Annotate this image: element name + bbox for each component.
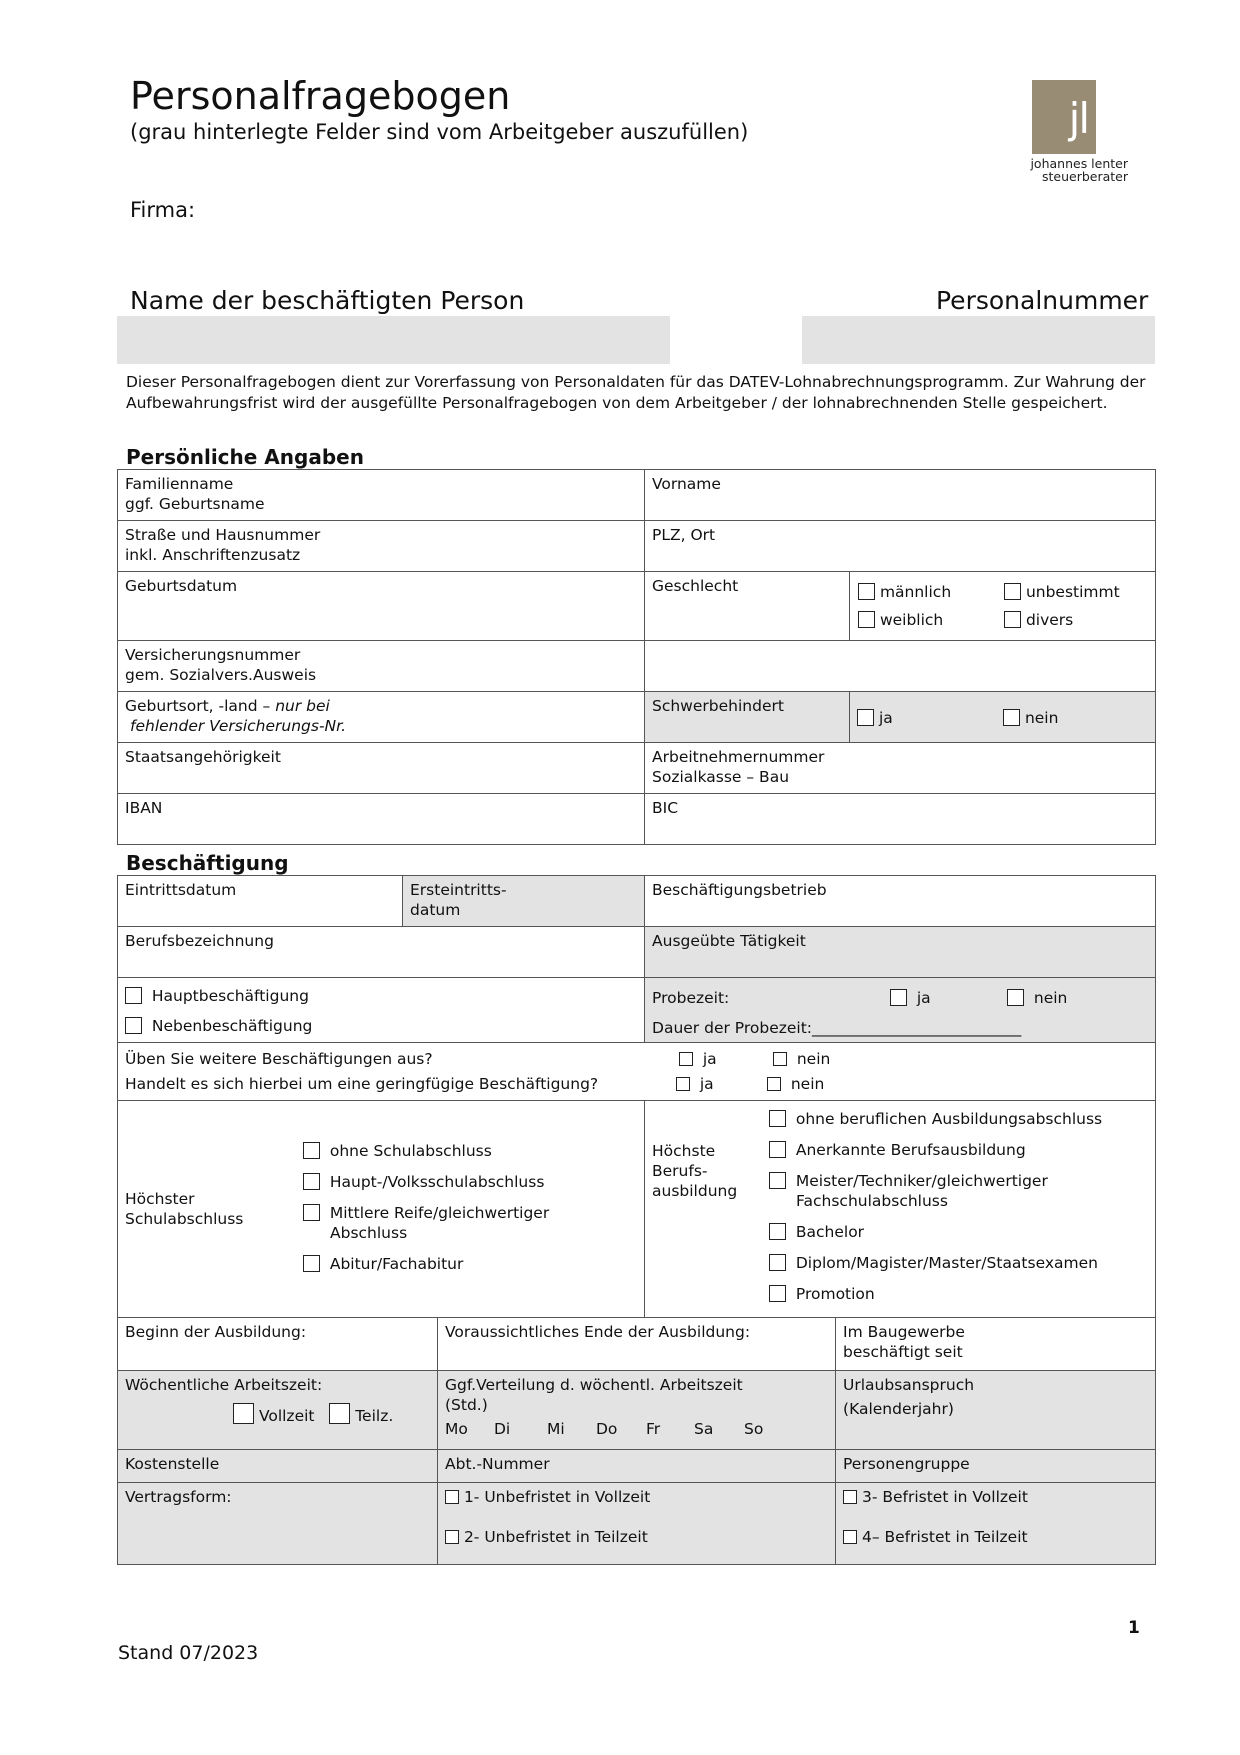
weitere-beschaeftigung-cell bbox=[118, 1043, 1156, 1101]
vertrag-3-checkbox[interactable] bbox=[843, 1490, 857, 1504]
beruf-promotion-checkbox[interactable] bbox=[769, 1285, 786, 1302]
tag-di[interactable]: Di bbox=[494, 1420, 511, 1438]
weiblich-checkbox[interactable] bbox=[858, 611, 875, 628]
taetigkeit-label: Ausgeübte Tätigkeit bbox=[652, 932, 806, 950]
personalnummer-label: Personalnummer bbox=[936, 286, 1149, 315]
company-logo: jl bbox=[1032, 80, 1096, 154]
haupt-label: Hauptbeschäftigung bbox=[151, 987, 309, 1005]
iban-label: IBAN bbox=[125, 799, 163, 817]
arbeitnehmernummer-field[interactable] bbox=[645, 743, 1156, 794]
name-label: Name der beschäftigten Person bbox=[130, 286, 525, 315]
beruf-option: Bachelor bbox=[795, 1223, 865, 1241]
vertragsform-label: Vertragsform: bbox=[125, 1488, 232, 1506]
tag-mo[interactable]: Mo bbox=[445, 1420, 468, 1438]
vertrag-4-label: 4– Befristet in Teilzeit bbox=[861, 1528, 1028, 1546]
geringfuegig-ja-label: ja bbox=[699, 1075, 714, 1093]
staatsangehoerigkeit-field[interactable] bbox=[118, 743, 645, 794]
beruf-option: Anerkannte Berufsausbildung bbox=[795, 1141, 1026, 1159]
ende-ausbildung-field[interactable] bbox=[438, 1318, 836, 1371]
abt-label: Abt.-Nummer bbox=[445, 1455, 550, 1473]
stand-date: Stand 07/2023 bbox=[118, 1642, 259, 1664]
geringfuegig-nein-label: nein bbox=[790, 1075, 825, 1093]
baugewerbe-label-1: Im Baugewerbe bbox=[843, 1323, 965, 1341]
familienname-field[interactable] bbox=[118, 470, 645, 521]
geringfuegig-label: Handelt es sich hierbei um eine geringfügige Beschäftigung? bbox=[125, 1075, 599, 1093]
berufsbezeichnung-label: Berufsbezeichnung bbox=[125, 932, 274, 950]
versicherungsnummer-value[interactable] bbox=[645, 641, 1156, 692]
vollzeit-label: Vollzeit bbox=[258, 1407, 315, 1425]
beruf-diplom-checkbox[interactable] bbox=[769, 1254, 786, 1271]
probezeit-cell bbox=[645, 978, 1156, 1043]
logo-text bbox=[1000, 157, 1128, 183]
vertrag-1-checkbox[interactable] bbox=[445, 1490, 459, 1504]
berufsausbildung-label bbox=[652, 1141, 737, 1201]
geringfuegig-nein-checkbox[interactable] bbox=[767, 1077, 781, 1091]
bic-label: BIC bbox=[652, 799, 679, 817]
beginn-ausbildung-field[interactable] bbox=[118, 1318, 438, 1371]
page-subtitle: (grau hinterlegte Felder sind vom Arbeitgeber auszufüllen) bbox=[130, 120, 749, 144]
geburtsdatum-label: Geburtsdatum bbox=[125, 577, 238, 595]
betrieb-field[interactable] bbox=[645, 876, 1156, 927]
berufsbezeichnung-field[interactable] bbox=[118, 927, 645, 978]
probezeit-ja-label: ja bbox=[916, 989, 931, 1007]
anschriftenzusatz-label: inkl. Anschriftenzusatz bbox=[125, 546, 301, 564]
unbestimmt-checkbox[interactable] bbox=[1004, 583, 1021, 600]
ersteintrittsdatum-field[interactable] bbox=[403, 876, 645, 927]
geringfuegig-ja-checkbox[interactable] bbox=[676, 1077, 690, 1091]
geburtsort-note: nur bei bbox=[275, 697, 330, 715]
schul-haupt-checkbox[interactable] bbox=[303, 1173, 320, 1190]
geburtsort-note-2: fehlender Versicherungs-Nr. bbox=[130, 717, 347, 735]
eintrittsdatum-label: Eintrittsdatum bbox=[125, 881, 237, 899]
beruf-option: Meister/Techniker/gleichwertiger bbox=[795, 1172, 1048, 1190]
schwerbehindert-ja-label: ja bbox=[878, 709, 893, 727]
page-title: Personalfragebogen bbox=[130, 74, 511, 118]
beruf-ohne-checkbox[interactable] bbox=[769, 1110, 786, 1127]
beruf-label-3: ausbildung bbox=[652, 1182, 738, 1200]
unbestimmt-label: unbestimmt bbox=[1025, 583, 1120, 601]
baugewerbe-label-2: beschäftigt seit bbox=[843, 1343, 963, 1361]
beginn-label: Beginn der Ausbildung: bbox=[125, 1323, 307, 1341]
iban-field[interactable] bbox=[118, 794, 645, 845]
strasse-label: Straße und Hausnummer bbox=[125, 526, 321, 544]
taetigkeit-field[interactable] bbox=[645, 927, 1156, 978]
firma-label: Firma: bbox=[130, 198, 196, 222]
schulabschluss-label bbox=[125, 1189, 243, 1229]
geburtsort-field[interactable] bbox=[118, 692, 645, 743]
vertragsform-cell bbox=[118, 1483, 438, 1565]
geburtsdatum-field[interactable] bbox=[118, 572, 645, 641]
geburtsname-label: ggf. Geburtsname bbox=[125, 495, 265, 513]
urlaub-label-1: Urlaubsanspruch bbox=[843, 1376, 975, 1394]
maennlich-checkbox[interactable] bbox=[858, 583, 875, 600]
intro-text: Dieser Personalfragebogen dient zur Vorerfassung von Personaldaten für das DATEV-Lohnabrechnungsprogramm. Zur Wahrung der Aufbewahrungsfrist wird der ausgefüllte Personalfragebogen von dem Arbeitgeber / der lohnabrechnenden Stelle gespeichert. bbox=[126, 373, 1146, 412]
sozialvers-label: gem. Sozialvers.Ausweis bbox=[125, 666, 317, 684]
schul-option: ohne Schulabschluss bbox=[329, 1142, 492, 1160]
tag-fr[interactable]: Fr bbox=[646, 1420, 661, 1438]
staatsangehoerigkeit-label: Staatsangehörigkeit bbox=[125, 748, 281, 766]
schwerbehindert-label: Schwerbehindert bbox=[652, 697, 784, 715]
ersteintritt-label-2: datum bbox=[410, 901, 461, 919]
logo-line-2: steuerberater bbox=[1041, 169, 1128, 184]
teilzeit-label: Teilz. bbox=[355, 1407, 394, 1425]
urlaub-field[interactable] bbox=[836, 1371, 1156, 1450]
schul-option: Haupt-/Volksschulabschluss bbox=[329, 1173, 545, 1191]
tag-so[interactable]: So bbox=[744, 1420, 764, 1438]
beruf-anerkannt-checkbox[interactable] bbox=[769, 1141, 786, 1158]
vollzeit-checkbox[interactable] bbox=[233, 1403, 254, 1424]
neben-checkbox[interactable] bbox=[125, 1017, 142, 1034]
geschlecht-cell bbox=[645, 572, 850, 641]
page-number: 1 bbox=[1128, 1618, 1140, 1638]
vertrag-2-label: 2- Unbefristet in Teilzeit bbox=[463, 1528, 648, 1546]
haupt-checkbox[interactable] bbox=[125, 987, 142, 1004]
teilzeit-checkbox[interactable] bbox=[329, 1403, 350, 1424]
familienname-label: Familienname bbox=[125, 475, 234, 493]
baugewerbe-field[interactable] bbox=[836, 1318, 1156, 1371]
beruf-label-1: Höchste bbox=[652, 1142, 716, 1160]
schul-label-1: Höchster bbox=[125, 1190, 195, 1208]
section-heading-beschaeftigung: Beschäftigung bbox=[126, 851, 289, 875]
schul-option: Abitur/Fachabitur bbox=[329, 1255, 464, 1273]
divers-label: divers bbox=[1025, 611, 1074, 629]
tag-sa[interactable]: Sa bbox=[694, 1420, 714, 1438]
verteilung-label-1: Ggf.Verteilung d. wöchentl. Arbeitszeit bbox=[445, 1376, 743, 1394]
weitere-nein-label: nein bbox=[796, 1050, 831, 1068]
urlaub-label-2: (Kalenderjahr) bbox=[843, 1400, 954, 1418]
probezeit-dauer-field[interactable]: Dauer der Probezeit:___________________________ bbox=[652, 1019, 1022, 1037]
beruf-meister-checkbox[interactable] bbox=[769, 1172, 786, 1189]
geschlecht-label: Geschlecht bbox=[652, 577, 739, 595]
beruf-label-2: Berufs- bbox=[652, 1162, 708, 1180]
schul-label-2: Schulabschluss bbox=[125, 1210, 244, 1228]
weitere-ja-label: ja bbox=[702, 1050, 717, 1068]
eintrittsdatum-field[interactable] bbox=[118, 876, 403, 927]
neben-label: Nebenbeschäftigung bbox=[151, 1017, 313, 1035]
personal-table bbox=[117, 469, 1156, 845]
plz-ort-label: PLZ, Ort bbox=[652, 526, 716, 544]
beruf-option: Diplom/Magister/Master/Staatsexamen bbox=[795, 1254, 1098, 1272]
tag-mi[interactable]: Mi bbox=[547, 1420, 565, 1438]
versicherungsnummer-label: Versicherungsnummer bbox=[125, 646, 301, 664]
vertragsform-unbefristet bbox=[438, 1483, 836, 1565]
kostenstelle-label: Kostenstelle bbox=[125, 1455, 220, 1473]
sozialkasse-label: Sozialkasse – Bau bbox=[652, 768, 790, 786]
ende-label: Voraussichtliches Ende der Ausbildung: bbox=[445, 1323, 751, 1341]
weitere-nein-checkbox[interactable] bbox=[773, 1052, 787, 1066]
probezeit-label: Probezeit: bbox=[652, 989, 730, 1007]
beruf-bachelor-checkbox[interactable] bbox=[769, 1223, 786, 1240]
ersteintritt-label-1: Ersteintritts- bbox=[410, 881, 507, 899]
schulabschluss-cell bbox=[118, 1101, 645, 1318]
arbeitszeit-cell bbox=[118, 1371, 438, 1450]
weitere-label: Üben Sie weitere Beschäftigungen aus? bbox=[125, 1050, 433, 1068]
probezeit-ja-checkbox[interactable] bbox=[890, 989, 907, 1006]
bic-field[interactable] bbox=[645, 794, 1156, 845]
beschaeftigung-table bbox=[117, 875, 1156, 1565]
section-heading-personal: Persönliche Angaben bbox=[126, 445, 364, 469]
vorname-field[interactable] bbox=[645, 470, 1156, 521]
abt-nummer-field[interactable] bbox=[438, 1450, 836, 1483]
vertrag-1-label: 1- Unbefristet in Vollzeit bbox=[463, 1488, 651, 1506]
personengruppe-field[interactable] bbox=[836, 1450, 1156, 1483]
strasse-field[interactable] bbox=[118, 521, 645, 572]
plz-ort-field[interactable] bbox=[645, 521, 1156, 572]
logo-line-1: johannes lenter bbox=[1030, 156, 1128, 171]
schwerbehindert-nein-checkbox[interactable] bbox=[1003, 709, 1020, 726]
divers-checkbox[interactable] bbox=[1004, 611, 1021, 628]
schwerbehindert-ja-checkbox[interactable] bbox=[857, 709, 874, 726]
versicherungsnummer-field[interactable] bbox=[118, 641, 645, 692]
arbeitszeit-label: Wöchentliche Arbeitszeit: bbox=[125, 1376, 323, 1394]
beschaeftigungsart-cell bbox=[118, 978, 645, 1043]
schul-option: Mittlere Reife/gleichwertiger bbox=[329, 1204, 550, 1222]
vertrag-2-checkbox[interactable] bbox=[445, 1530, 459, 1544]
geschlecht-options bbox=[850, 572, 1156, 641]
verteilung-cell bbox=[438, 1371, 836, 1450]
berufsausbildung-cell bbox=[645, 1101, 1156, 1318]
schwerbehindert-options bbox=[850, 692, 1156, 743]
schwerbehindert-cell bbox=[645, 692, 850, 743]
tag-do[interactable]: Do bbox=[596, 1420, 618, 1438]
schul-ohne-checkbox[interactable] bbox=[303, 1142, 320, 1159]
weiblich-label: weiblich bbox=[879, 611, 944, 629]
vorname-label: Vorname bbox=[652, 475, 721, 493]
maennlich-label: männlich bbox=[879, 583, 952, 601]
probezeit-nein-checkbox[interactable] bbox=[1007, 989, 1024, 1006]
weitere-ja-checkbox[interactable] bbox=[679, 1052, 693, 1066]
schwerbehindert-nein-label: nein bbox=[1024, 709, 1059, 727]
vertrag-4-checkbox[interactable] bbox=[843, 1530, 857, 1544]
arbeitnehmernummer-label: Arbeitnehmernummer bbox=[652, 748, 825, 766]
verteilung-label-2: (Std.) bbox=[445, 1396, 488, 1414]
beruf-option-cont: Fachschulabschluss bbox=[796, 1192, 948, 1210]
vertragsform-befristet bbox=[836, 1483, 1156, 1565]
geburtsort-label: Geburtsort, -land – bbox=[125, 697, 271, 715]
beruf-option: Promotion bbox=[795, 1285, 875, 1303]
schul-mittlere-checkbox[interactable] bbox=[303, 1204, 320, 1221]
schul-abitur-checkbox[interactable] bbox=[303, 1255, 320, 1272]
probezeit-nein-label: nein bbox=[1033, 989, 1068, 1007]
vertrag-3-label: 3- Befristet in Vollzeit bbox=[861, 1488, 1028, 1506]
betrieb-label: Beschäftigungsbetrieb bbox=[652, 881, 827, 899]
kostenstelle-field[interactable] bbox=[118, 1450, 438, 1483]
schul-option-cont: Abschluss bbox=[330, 1224, 408, 1242]
personengruppe-label: Personengruppe bbox=[843, 1455, 970, 1473]
beruf-option: ohne beruflichen Ausbildungsabschluss bbox=[795, 1110, 1103, 1128]
name-field[interactable] bbox=[117, 316, 670, 364]
personalnummer-field[interactable] bbox=[802, 316, 1155, 364]
